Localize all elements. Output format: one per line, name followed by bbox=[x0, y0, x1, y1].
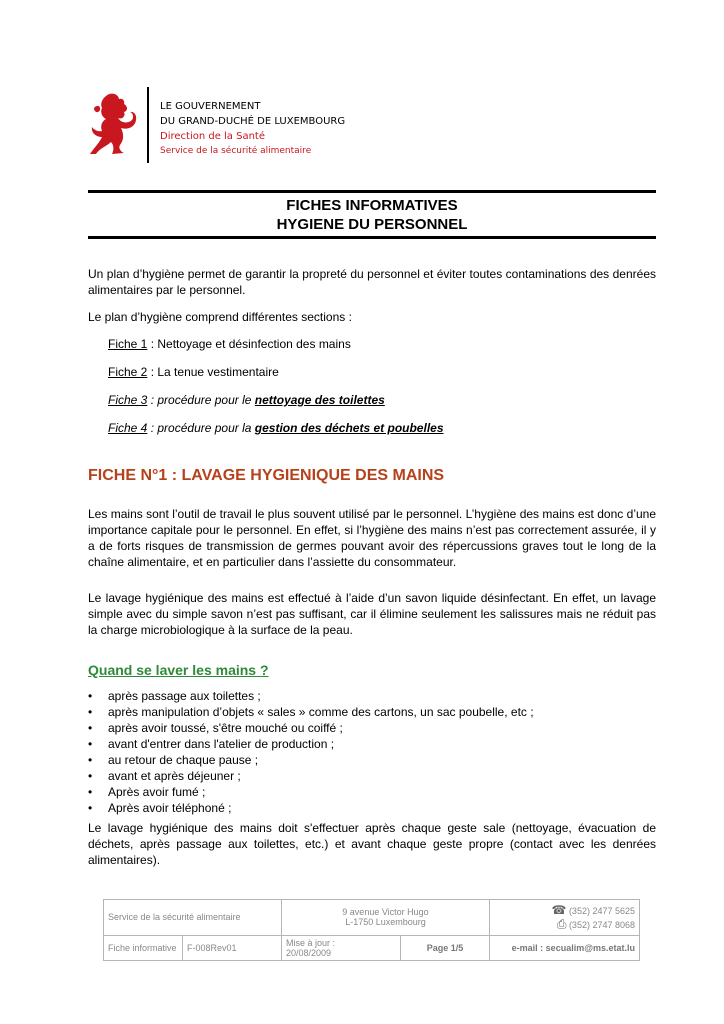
fiche-4-text: procédure pour la bbox=[157, 421, 255, 435]
fiche-4-sep: : bbox=[147, 421, 158, 435]
red-lion-logo bbox=[88, 90, 138, 158]
list-item-text: au retour de chaque pause ; bbox=[108, 753, 259, 767]
list-item bbox=[88, 736, 534, 752]
fiche-3-label: Fiche 3 bbox=[108, 393, 148, 407]
list-item-text: avant et après déjeuner ; bbox=[108, 769, 241, 783]
footer-doc-ref: F-008Rev01 bbox=[183, 935, 282, 960]
fiche-2-text: La tenue vestimentaire bbox=[157, 365, 279, 379]
org-line-1: LE GOUVERNEMENT bbox=[160, 101, 261, 112]
fiche-3-item bbox=[108, 392, 385, 408]
org-line-4: Service de la sécurité alimentaire bbox=[160, 146, 312, 156]
document-title bbox=[88, 196, 656, 234]
fiche-3-link[interactable]: nettoyage des toilettes bbox=[254, 393, 385, 407]
footer-phone: (352) 2477 5625 bbox=[568, 905, 635, 916]
phone-icon: ☎ bbox=[551, 902, 567, 917]
list-item bbox=[88, 688, 534, 704]
footer-doc-type: Fiche informative bbox=[104, 935, 183, 960]
bullet: • bbox=[88, 737, 93, 751]
footer-update-date: 20/08/2009 bbox=[286, 947, 332, 958]
list-item-text: après passage aux toilettes ; bbox=[108, 689, 261, 703]
footer-email[interactable]: e-mail : secualim@ms.etat.lu bbox=[490, 935, 640, 960]
header-divider bbox=[147, 87, 149, 163]
org-line-2: DU GRAND-DUCHÉ DE LUXEMBOURG bbox=[160, 116, 346, 127]
title-line-2: HYGIENE DU PERSONNEL bbox=[276, 216, 468, 233]
closing-paragraph: Le lavage hygiénique des mains doit s'effectuer après chaque geste sale (nettoyage, évacuation de déchets, après passage aux toilettes, etc.) et avant chaque geste propre (contact avec les denrées alimentaires). bbox=[88, 821, 656, 867]
bullet: • bbox=[88, 689, 93, 703]
footer-fax: (352) 2747 8068 bbox=[568, 919, 635, 930]
footer-contact bbox=[490, 900, 640, 936]
list-item bbox=[88, 784, 534, 800]
fiche-3-sep: : bbox=[147, 393, 158, 407]
footer-service: Service de la sécurité alimentaire bbox=[104, 900, 282, 936]
footer-table bbox=[103, 899, 640, 961]
bullet: • bbox=[88, 721, 93, 735]
fiche-1-item bbox=[108, 336, 351, 352]
list-item bbox=[88, 768, 534, 784]
organization-block bbox=[160, 99, 345, 159]
list-item bbox=[88, 800, 534, 816]
bullet: • bbox=[88, 801, 93, 815]
fiche-4-label: Fiche 4 bbox=[108, 421, 148, 435]
title-line-1: FICHES INFORMATIVES bbox=[286, 197, 458, 214]
bullet: • bbox=[88, 753, 93, 767]
org-line-3: Direction de la Santé bbox=[160, 131, 266, 142]
section-1-paragraph-2: Le lavage hygiénique des mains est effectué à l’aide d’un savon liquide désinfectant. En effet, un lavage simple avec du simple savon n’est pas suffisant, car il élimine seulement les salissures mais ne réduit pas la charge microbiologique à la surface de la peau. bbox=[88, 591, 656, 637]
title-rule-top bbox=[88, 190, 656, 193]
sections-intro: Le plan d’hygiène comprend différentes sections : bbox=[88, 310, 352, 324]
fiche-4-link[interactable]: gestion des déchets et poubelles bbox=[254, 421, 444, 435]
list-item-text: Après avoir téléphoné ; bbox=[108, 801, 232, 815]
bullet: • bbox=[88, 705, 93, 719]
list-item bbox=[88, 704, 534, 720]
fiche-4-item bbox=[108, 420, 444, 436]
footer-address-line-1: 9 avenue Victor Hugo bbox=[342, 907, 429, 918]
section-1-heading: FICHE N°1 : LAVAGE HYGIENIQUE DES MAINS bbox=[88, 467, 445, 484]
title-rule-bottom bbox=[88, 236, 656, 239]
footer-address bbox=[282, 900, 490, 936]
list-item-text: après manipulation d’objets « sales » comme des cartons, un sac poubelle, etc ; bbox=[108, 705, 534, 719]
bullet: • bbox=[88, 769, 93, 783]
list-item-text: Après avoir fumé ; bbox=[108, 785, 206, 799]
bullet: • bbox=[88, 785, 93, 799]
footer-update-label: Mise à jour : bbox=[286, 937, 336, 948]
list-item bbox=[88, 720, 534, 736]
footer-update bbox=[282, 935, 401, 960]
fiche-2-item bbox=[108, 364, 279, 380]
section-1-paragraph-1: Les mains sont l’outil de travail le plus souvent utilisé par le personnel. L’hygiène des mains est donc d’une importance capitale pour le personnel. En effet, si l’hygiène des mains n’est pas correctement assurée, il y a de forts risques de transmission de germes pouvant avoir des répercussions graves tout le long de la chaîne alimentaire, et en particulier dans l’assiette du consommateur. bbox=[88, 507, 656, 569]
fiche-2-label: Fiche 2 bbox=[108, 365, 148, 379]
fiche-1-sep: : bbox=[147, 337, 158, 351]
fiche-1-text: Nettoyage et désinfection des mains bbox=[157, 337, 351, 351]
fax-icon: ⎙ bbox=[556, 916, 567, 931]
footer-address-line-2: L-1750 Luxembourg bbox=[345, 917, 426, 928]
list-item-text: avant d'entrer dans l'atelier de production ; bbox=[108, 737, 335, 751]
list-item bbox=[88, 752, 534, 768]
fiche-2-sep: : bbox=[147, 365, 158, 379]
fiche-1-label: Fiche 1 bbox=[108, 337, 148, 351]
fiche-3-text: procédure pour le bbox=[157, 393, 255, 407]
list-item-text: après avoir toussé, s'être mouché ou coiffé ; bbox=[108, 721, 343, 735]
footer-page-number: Page 1/5 bbox=[401, 935, 490, 960]
when-to-wash-list bbox=[88, 688, 534, 816]
intro-paragraph: Un plan d’hygiène permet de garantir la propreté du personnel et éviter toutes contaminations des denrées alimentaires par le personnel. bbox=[88, 267, 656, 297]
section-2-heading: Quand se laver les mains ? bbox=[88, 662, 269, 678]
